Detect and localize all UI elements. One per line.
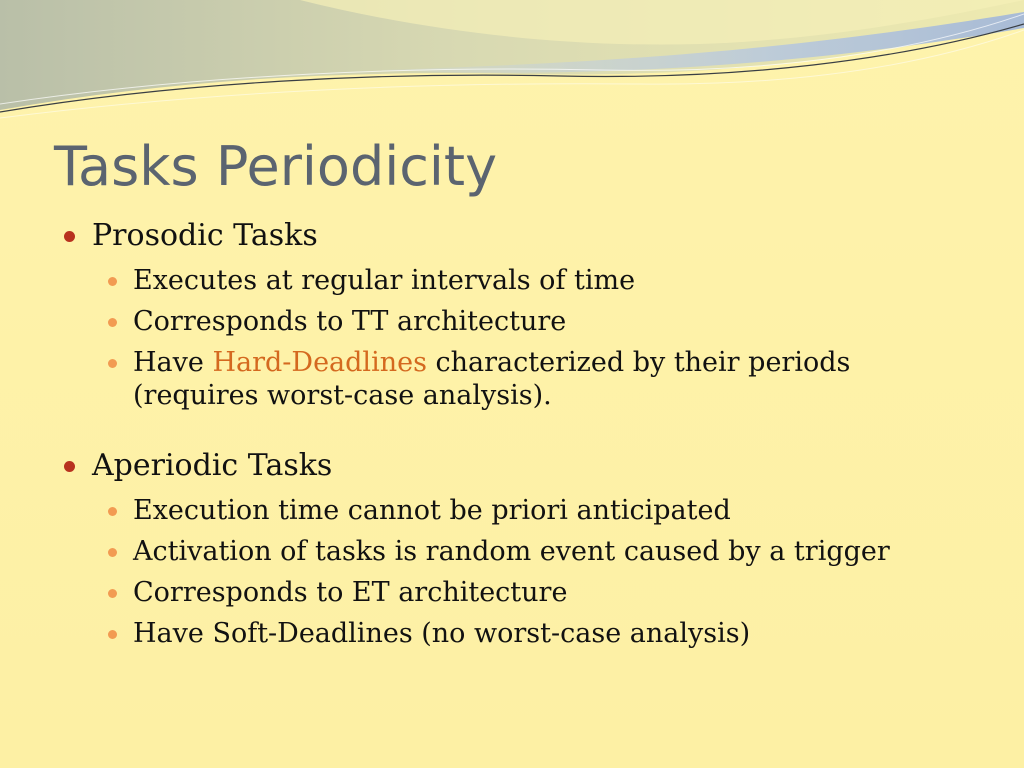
bullet-icon [108, 359, 117, 368]
highlighted-term: Hard-Deadlines [212, 347, 427, 378]
list-item-suffix: characterized by their periods [426, 347, 851, 378]
slide-title: Tasks Periodicity [54, 135, 498, 198]
list-item [60, 535, 960, 568]
bullet-icon [108, 589, 117, 598]
list-item-continuation: (requires worst-case analysis). [133, 380, 552, 411]
list-item [60, 264, 960, 297]
bullet-icon [108, 318, 117, 327]
bullet-icon [108, 277, 117, 286]
section-heading-text: Aperiodic Tasks [92, 448, 333, 483]
bullet-icon [108, 630, 117, 639]
list-item [60, 576, 960, 609]
list-item-text: Have Soft-Deadlines (no worst-case analysis) [133, 618, 751, 649]
section-heading-periodic [60, 216, 960, 256]
spacer [60, 486, 960, 494]
bullet-icon [64, 231, 75, 242]
list-item [60, 494, 960, 527]
spacer [60, 412, 960, 446]
spacer [60, 338, 960, 346]
slide-content [60, 216, 960, 650]
list-item [60, 346, 960, 412]
list-item [60, 617, 960, 650]
spacer [60, 609, 960, 617]
bullet-icon [64, 461, 75, 472]
list-item-text: Corresponds to TT architecture [133, 306, 567, 337]
list-item-text: Execution time cannot be priori anticipated [133, 495, 731, 526]
list-item [60, 305, 960, 338]
spacer [60, 527, 960, 535]
list-item-text: Corresponds to ET architecture [133, 577, 568, 608]
spacer [60, 568, 960, 576]
list-item-prefix: Have [133, 347, 213, 378]
spacer [60, 297, 960, 305]
bullet-icon [108, 548, 117, 557]
list-item-text: Activation of tasks is random event caused by a trigger [133, 536, 890, 567]
header-wave-decoration [0, 0, 1024, 130]
section-heading-text: Prosodic Tasks [92, 218, 318, 253]
spacer [60, 256, 960, 264]
section-heading-aperiodic [60, 446, 960, 486]
list-item-text: Executes at regular intervals of time [133, 265, 636, 296]
bullet-icon [108, 507, 117, 516]
